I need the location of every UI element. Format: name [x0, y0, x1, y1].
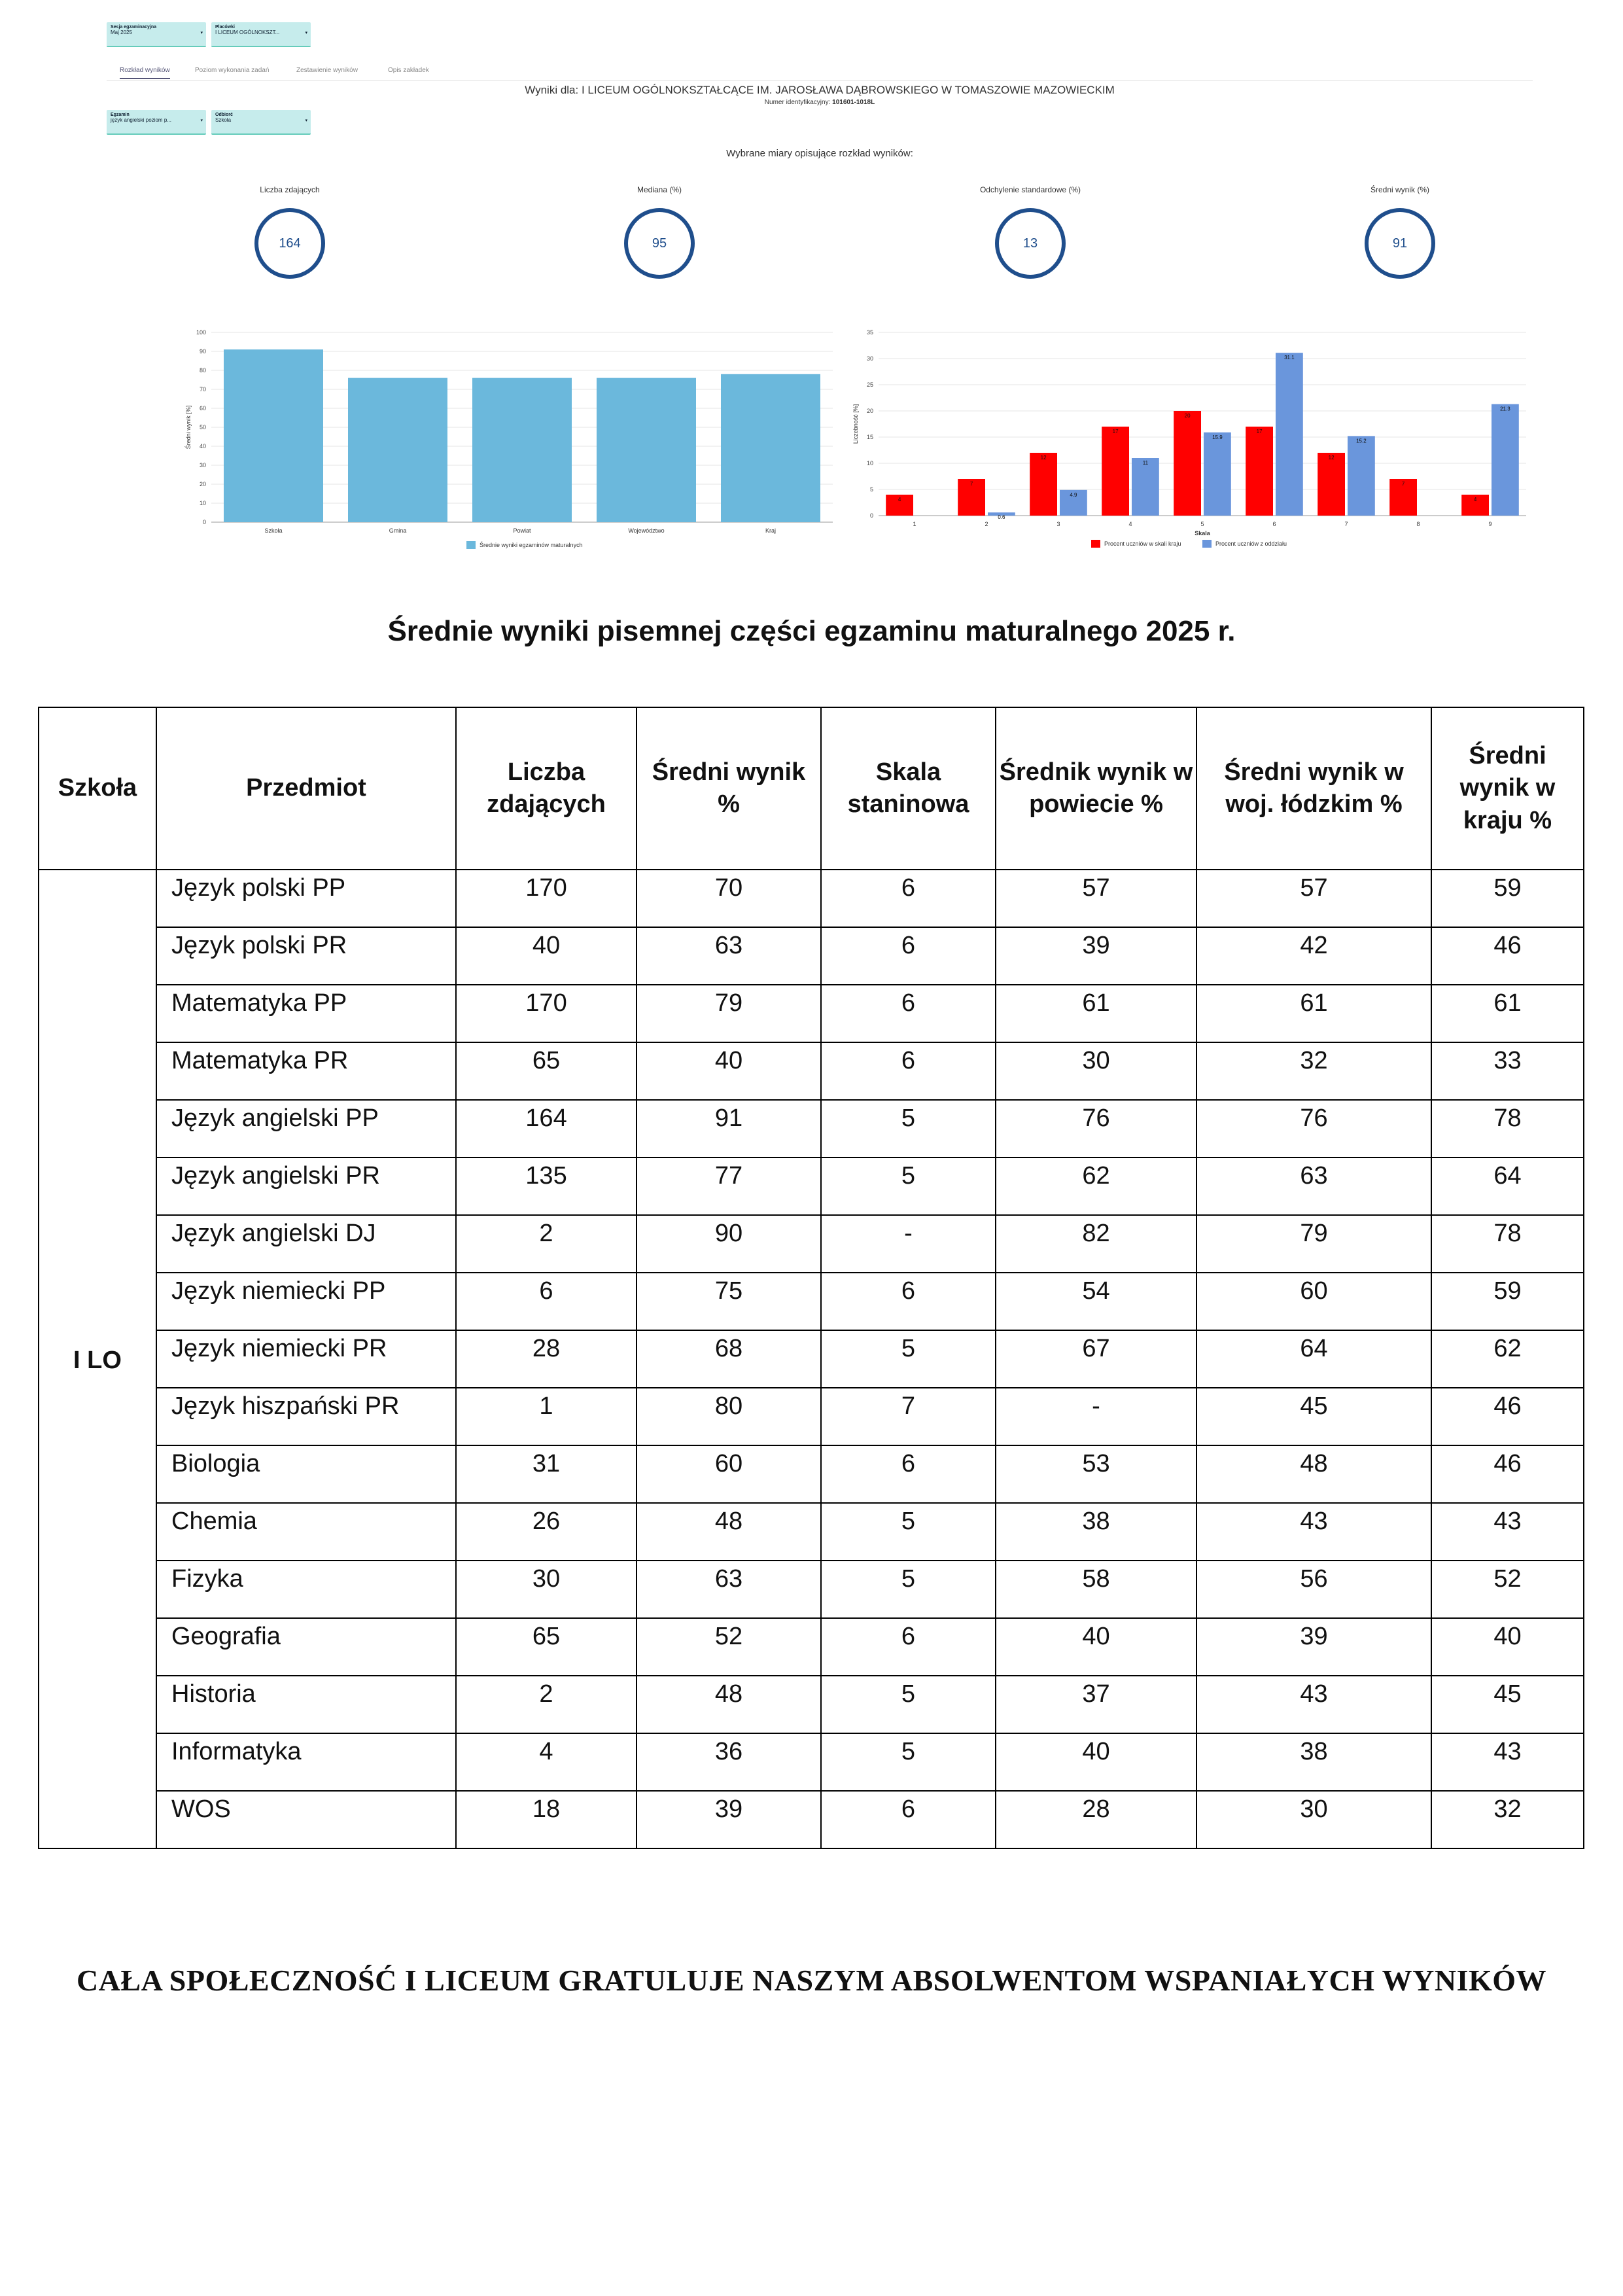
data-label: 15.2 — [1356, 438, 1367, 444]
cell-mean: 40 — [637, 1042, 821, 1100]
data-label: 11 — [1142, 460, 1149, 466]
cell-count: 170 — [456, 985, 637, 1042]
cell-count: 40 — [456, 927, 637, 985]
x-tick-label: 3 — [1056, 521, 1060, 527]
measures-title: Wybrane miary opisujące rozkład wyników: — [726, 148, 913, 159]
cell-mean: 63 — [637, 927, 821, 985]
bar — [1276, 353, 1303, 516]
recipient-select[interactable] — [211, 110, 311, 135]
header-mean: Średni wynik % — [637, 707, 821, 870]
document-title: Średnie wyniki pisemnej części egzaminu maturalnego 2025 r. — [387, 615, 1236, 647]
exam-select-value: język angielski poziom p... — [111, 117, 171, 123]
cell-count: 2 — [456, 1215, 637, 1273]
cell-voivodeship: 63 — [1196, 1157, 1431, 1215]
cell-stanine: 5 — [821, 1157, 996, 1215]
dashboard-tabs — [107, 63, 1533, 80]
cell-county: 38 — [996, 1503, 1196, 1561]
bar — [721, 374, 820, 522]
cell-count: 65 — [456, 1618, 637, 1676]
cell-country: 43 — [1431, 1503, 1584, 1561]
y-tick-label: 100 — [196, 329, 206, 336]
tab-task-level[interactable]: Poziom wykonania zadań — [195, 67, 270, 74]
table-row — [39, 1445, 1584, 1503]
data-label: 4 — [898, 497, 901, 503]
cell-subject: Matematyka PR — [156, 1042, 456, 1100]
cell-country: 46 — [1431, 1445, 1584, 1503]
y-tick-label: 20 — [199, 481, 206, 487]
cell-subject: Język polski PR — [156, 927, 456, 985]
bar — [348, 378, 447, 522]
dashboard-title: Wyniki dla: I LICEUM OGÓLNOKSZTAŁCĄCE IM. JAROSŁAWA DĄBROWSKIEGO W TOMASZOWIE MAZOWIECKIM — [525, 84, 1115, 96]
cell-stanine: 6 — [821, 927, 996, 985]
table-row — [39, 985, 1584, 1042]
table-row — [39, 1388, 1584, 1445]
exam-results-dashboard — [107, 18, 1533, 561]
x-tick-label: 6 — [1272, 521, 1276, 527]
table-row — [39, 1042, 1584, 1100]
legend-label: Procent uczniów w skali kraju — [1104, 540, 1181, 547]
header-subject: Przedmiot — [156, 707, 456, 870]
cell-mean: 39 — [637, 1791, 821, 1848]
school-cell: I LO — [39, 870, 156, 1848]
cell-mean: 70 — [637, 870, 821, 927]
x-tick-label: Kraj — [765, 527, 777, 534]
y-tick-label: 90 — [199, 348, 206, 355]
cell-voivodeship: 32 — [1196, 1042, 1431, 1100]
cell-mean: 68 — [637, 1330, 821, 1388]
bar — [1132, 458, 1159, 516]
cell-county: 39 — [996, 927, 1196, 985]
cell-count: 28 — [456, 1330, 637, 1388]
exam-select-label: Egzamin — [111, 113, 130, 117]
cell-count: 18 — [456, 1791, 637, 1848]
x-tick-label: 7 — [1344, 521, 1348, 527]
x-tick-label: 5 — [1200, 521, 1204, 527]
average-results-chart — [107, 306, 839, 561]
x-tick-label: 9 — [1488, 521, 1492, 527]
cell-county: 28 — [996, 1791, 1196, 1848]
cell-county: 82 — [996, 1215, 1196, 1273]
data-label: 31.1 — [1284, 355, 1295, 361]
cell-county: 76 — [996, 1100, 1196, 1157]
cell-voivodeship: 48 — [1196, 1445, 1431, 1503]
x-axis-label: Skala — [1195, 530, 1210, 537]
table-row — [39, 1273, 1584, 1330]
cell-voivodeship: 76 — [1196, 1100, 1431, 1157]
bar — [1174, 411, 1201, 516]
metric-mean-label: Średni wynik (%) — [1370, 185, 1430, 194]
legend-swatch — [1202, 540, 1212, 548]
y-tick-label: 35 — [866, 329, 873, 336]
cell-mean: 79 — [637, 985, 821, 1042]
y-tick-label: 30 — [199, 462, 206, 468]
cell-count: 135 — [456, 1157, 637, 1215]
closing-message: CAŁA SPOŁECZNOŚĆ I LICEUM GRATULUJE NASZYM ABSOLWENTOM WSPANIAŁYCH WYNIKÓW — [76, 1964, 1547, 1997]
cell-county: 40 — [996, 1618, 1196, 1676]
cell-mean: 63 — [637, 1561, 821, 1618]
cell-subject: WOS — [156, 1791, 456, 1848]
cell-count: 4 — [456, 1733, 637, 1791]
school-select[interactable] — [211, 22, 311, 47]
x-tick-label: Województwo — [628, 527, 665, 534]
y-tick-label: 80 — [199, 367, 206, 374]
cell-country: 78 — [1431, 1215, 1584, 1273]
data-label: 12 — [1328, 455, 1335, 461]
cell-subject: Fizyka — [156, 1561, 456, 1618]
cell-stanine: 6 — [821, 1273, 996, 1330]
cell-subject: Chemia — [156, 1503, 456, 1561]
cell-country: 45 — [1431, 1676, 1584, 1733]
cell-country: 52 — [1431, 1561, 1584, 1618]
cell-voivodeship: 56 — [1196, 1561, 1431, 1618]
header-voivodeship: Średni wynik w woj. łódzkim % — [1196, 707, 1431, 870]
cell-subject: Język hiszpański PR — [156, 1388, 456, 1445]
y-tick-label: 10 — [199, 500, 206, 506]
cell-mean: 48 — [637, 1676, 821, 1733]
bar — [224, 349, 323, 522]
table-row — [39, 1330, 1584, 1388]
cell-county: 30 — [996, 1042, 1196, 1100]
cell-voivodeship: 43 — [1196, 1676, 1431, 1733]
cell-country: 62 — [1431, 1330, 1584, 1388]
cell-count: 170 — [456, 870, 637, 927]
table-row — [39, 1618, 1584, 1676]
table-row — [39, 1100, 1584, 1157]
metric-count-label: Liczba zdających — [260, 185, 320, 194]
y-tick-label: 0 — [869, 512, 873, 519]
metric-median-value: 95 — [624, 208, 695, 279]
tab-distribution[interactable]: Rozkład wyników — [120, 67, 170, 79]
cell-county: 58 — [996, 1561, 1196, 1618]
cell-stanine: 6 — [821, 1618, 996, 1676]
cell-mean: 91 — [637, 1100, 821, 1157]
cell-stanine: 6 — [821, 870, 996, 927]
cell-country: 43 — [1431, 1733, 1584, 1791]
chevron-down-icon: ▾ — [200, 118, 203, 123]
school-id-label: Numer identyfikacyjny: — [764, 99, 831, 106]
cell-county: 61 — [996, 985, 1196, 1042]
metric-mean-value: 91 — [1365, 208, 1435, 279]
metric-stddev-value: 13 — [995, 208, 1066, 279]
data-label: 7 — [969, 481, 973, 487]
y-tick-label: 10 — [866, 460, 873, 467]
cell-country: 61 — [1431, 985, 1584, 1042]
cell-country: 46 — [1431, 927, 1584, 985]
cell-country: 32 — [1431, 1791, 1584, 1848]
bar — [1492, 404, 1519, 516]
cell-subject: Biologia — [156, 1445, 456, 1503]
cell-mean: 60 — [637, 1445, 821, 1503]
cell-stanine: 6 — [821, 1445, 996, 1503]
cell-stanine: 7 — [821, 1388, 996, 1445]
y-tick-label: 0 — [202, 519, 206, 525]
data-label: 12 — [1040, 455, 1047, 461]
bar — [1102, 427, 1129, 516]
x-tick-label: Gmina — [389, 527, 407, 534]
bar — [1318, 453, 1345, 516]
cell-county: 53 — [996, 1445, 1196, 1503]
y-tick-label: 5 — [869, 486, 873, 493]
table-row — [39, 1791, 1584, 1848]
cell-count: 65 — [456, 1042, 637, 1100]
y-tick-label: 30 — [866, 355, 873, 362]
data-label: 0.6 — [998, 514, 1005, 521]
cell-subject: Język angielski DJ — [156, 1215, 456, 1273]
cell-mean: 77 — [637, 1157, 821, 1215]
table-row — [39, 927, 1584, 985]
cell-county: 57 — [996, 870, 1196, 927]
table-row — [39, 870, 1584, 927]
x-tick-label: 1 — [913, 521, 916, 527]
cell-county: 67 — [996, 1330, 1196, 1388]
cell-voivodeship: 39 — [1196, 1618, 1431, 1676]
cell-stanine: 6 — [821, 985, 996, 1042]
metric-count-value: 164 — [254, 208, 325, 279]
cell-mean: 52 — [637, 1618, 821, 1676]
y-axis-label: Liczebność [%] — [852, 404, 859, 444]
bar — [1246, 427, 1273, 516]
cell-subject: Matematyka PP — [156, 985, 456, 1042]
school-select-label: Placówki — [215, 25, 235, 29]
cell-stanine: 5 — [821, 1330, 996, 1388]
session-select[interactable] — [107, 22, 206, 47]
legend-label: Procent uczniów z oddziału — [1215, 540, 1287, 547]
table-header-row — [39, 707, 1584, 870]
school-id — [107, 99, 1533, 106]
header-country: Średni wynik w kraju % — [1431, 707, 1584, 870]
cell-voivodeship: 57 — [1196, 870, 1431, 927]
data-label: 20 — [1184, 413, 1191, 419]
cell-voivodeship: 30 — [1196, 1791, 1431, 1848]
cell-voivodeship: 38 — [1196, 1733, 1431, 1791]
cell-country: 59 — [1431, 870, 1584, 927]
cell-voivodeship: 61 — [1196, 985, 1431, 1042]
cell-count: 1 — [456, 1388, 637, 1445]
cell-stanine: 5 — [821, 1676, 996, 1733]
bar — [1348, 436, 1375, 516]
cell-count: 31 — [456, 1445, 637, 1503]
bar — [597, 378, 696, 522]
x-tick-label: 8 — [1416, 521, 1420, 527]
cell-county: 37 — [996, 1676, 1196, 1733]
cell-subject: Język angielski PP — [156, 1100, 456, 1157]
chevron-down-icon: ▾ — [200, 31, 203, 35]
cell-count: 164 — [456, 1100, 637, 1157]
cell-subject: Historia — [156, 1676, 456, 1733]
session-select-value: Maj 2025 — [111, 29, 132, 35]
data-label: 21.3 — [1500, 406, 1510, 412]
cell-county: 62 — [996, 1157, 1196, 1215]
chevron-down-icon: ▾ — [305, 31, 307, 35]
cell-count: 2 — [456, 1676, 637, 1733]
cell-stanine: 5 — [821, 1100, 996, 1157]
metric-stddev-label: Odchylenie standardowe (%) — [979, 185, 1081, 194]
cell-stanine: 6 — [821, 1042, 996, 1100]
cell-country: 78 — [1431, 1100, 1584, 1157]
cell-subject: Informatyka — [156, 1733, 456, 1791]
cell-voivodeship: 60 — [1196, 1273, 1431, 1330]
cell-voivodeship: 79 — [1196, 1215, 1431, 1273]
table-row — [39, 1503, 1584, 1561]
header-county: Średnik wynik w powiecie % — [996, 707, 1196, 870]
x-tick-label: 2 — [985, 521, 988, 527]
cell-county: 54 — [996, 1273, 1196, 1330]
cell-voivodeship: 64 — [1196, 1330, 1431, 1388]
cell-subject: Język niemiecki PP — [156, 1273, 456, 1330]
cell-count: 26 — [456, 1503, 637, 1561]
bar — [472, 378, 572, 522]
legend-swatch — [1091, 540, 1100, 548]
stanine-distribution-chart — [846, 306, 1533, 561]
cell-county: 40 — [996, 1733, 1196, 1791]
cell-voivodeship: 43 — [1196, 1503, 1431, 1561]
header-stanine: Skala staninowa — [821, 707, 996, 870]
data-label: 4 — [1473, 497, 1477, 503]
tab-description[interactable]: Opis zakładek — [388, 67, 429, 74]
y-tick-label: 25 — [866, 381, 873, 388]
data-label: 7 — [1401, 481, 1405, 487]
metric-median-label: Mediana (%) — [637, 185, 682, 194]
tab-summary[interactable]: Zestawienie wyników — [296, 67, 358, 74]
table-row — [39, 1157, 1584, 1215]
y-tick-label: 40 — [199, 443, 206, 450]
cell-subject: Język polski PP — [156, 870, 456, 927]
cell-subject: Geografia — [156, 1618, 456, 1676]
data-label: 4.9 — [1070, 491, 1077, 498]
x-tick-label: Szkoła — [264, 527, 283, 534]
session-select-label: Sesja egzaminacyjna — [111, 25, 157, 29]
cell-stanine: 5 — [821, 1503, 996, 1561]
cell-subject: Język angielski PR — [156, 1157, 456, 1215]
cell-country: 46 — [1431, 1388, 1584, 1445]
bar — [1030, 453, 1057, 516]
cell-mean: 48 — [637, 1503, 821, 1561]
cell-country: 64 — [1431, 1157, 1584, 1215]
cell-subject: Język niemiecki PR — [156, 1330, 456, 1388]
school-select-value: I LICEUM OGÓLNOKSZT... — [215, 29, 280, 35]
recipient-select-label: Odbiorć — [215, 113, 233, 117]
bar — [1204, 433, 1231, 516]
cell-stanine: 5 — [821, 1561, 996, 1618]
y-tick-label: 20 — [866, 408, 873, 414]
data-label: 17 — [1112, 429, 1119, 434]
data-label: 15.9 — [1212, 434, 1223, 440]
school-id-value: 101601-1018L — [832, 99, 875, 106]
exam-select[interactable] — [107, 110, 206, 135]
x-tick-label: 4 — [1128, 521, 1132, 527]
y-axis-label: Średni wynik [%] — [185, 405, 192, 450]
table-row — [39, 1733, 1584, 1791]
cell-voivodeship: 42 — [1196, 927, 1431, 985]
header-school: Szkoła — [39, 707, 156, 870]
chevron-down-icon: ▾ — [305, 118, 307, 123]
cell-mean: 80 — [637, 1388, 821, 1445]
y-tick-label: 50 — [199, 424, 206, 431]
y-tick-label: 15 — [866, 434, 873, 440]
x-tick-label: Powiat — [513, 527, 531, 534]
table-row — [39, 1561, 1584, 1618]
results-table — [38, 707, 1584, 1849]
cell-county: - — [996, 1388, 1196, 1445]
header-count: Liczba zdających — [456, 707, 637, 870]
table-row — [39, 1215, 1584, 1273]
recipient-select-value: Szkoła — [215, 117, 232, 123]
cell-stanine: 6 — [821, 1791, 996, 1848]
cell-country: 40 — [1431, 1618, 1584, 1676]
y-tick-label: 70 — [199, 386, 206, 393]
cell-count: 30 — [456, 1561, 637, 1618]
cell-country: 59 — [1431, 1273, 1584, 1330]
legend-swatch — [466, 541, 476, 549]
cell-mean: 90 — [637, 1215, 821, 1273]
cell-country: 33 — [1431, 1042, 1584, 1100]
cell-mean: 36 — [637, 1733, 821, 1791]
cell-stanine: - — [821, 1215, 996, 1273]
legend-label: Średnie wyniki egzaminów maturalnych — [480, 542, 583, 548]
cell-voivodeship: 45 — [1196, 1388, 1431, 1445]
cell-mean: 75 — [637, 1273, 821, 1330]
data-label: 17 — [1256, 429, 1263, 434]
cell-count: 6 — [456, 1273, 637, 1330]
cell-stanine: 5 — [821, 1733, 996, 1791]
table-row — [39, 1676, 1584, 1733]
y-tick-label: 60 — [199, 405, 206, 412]
